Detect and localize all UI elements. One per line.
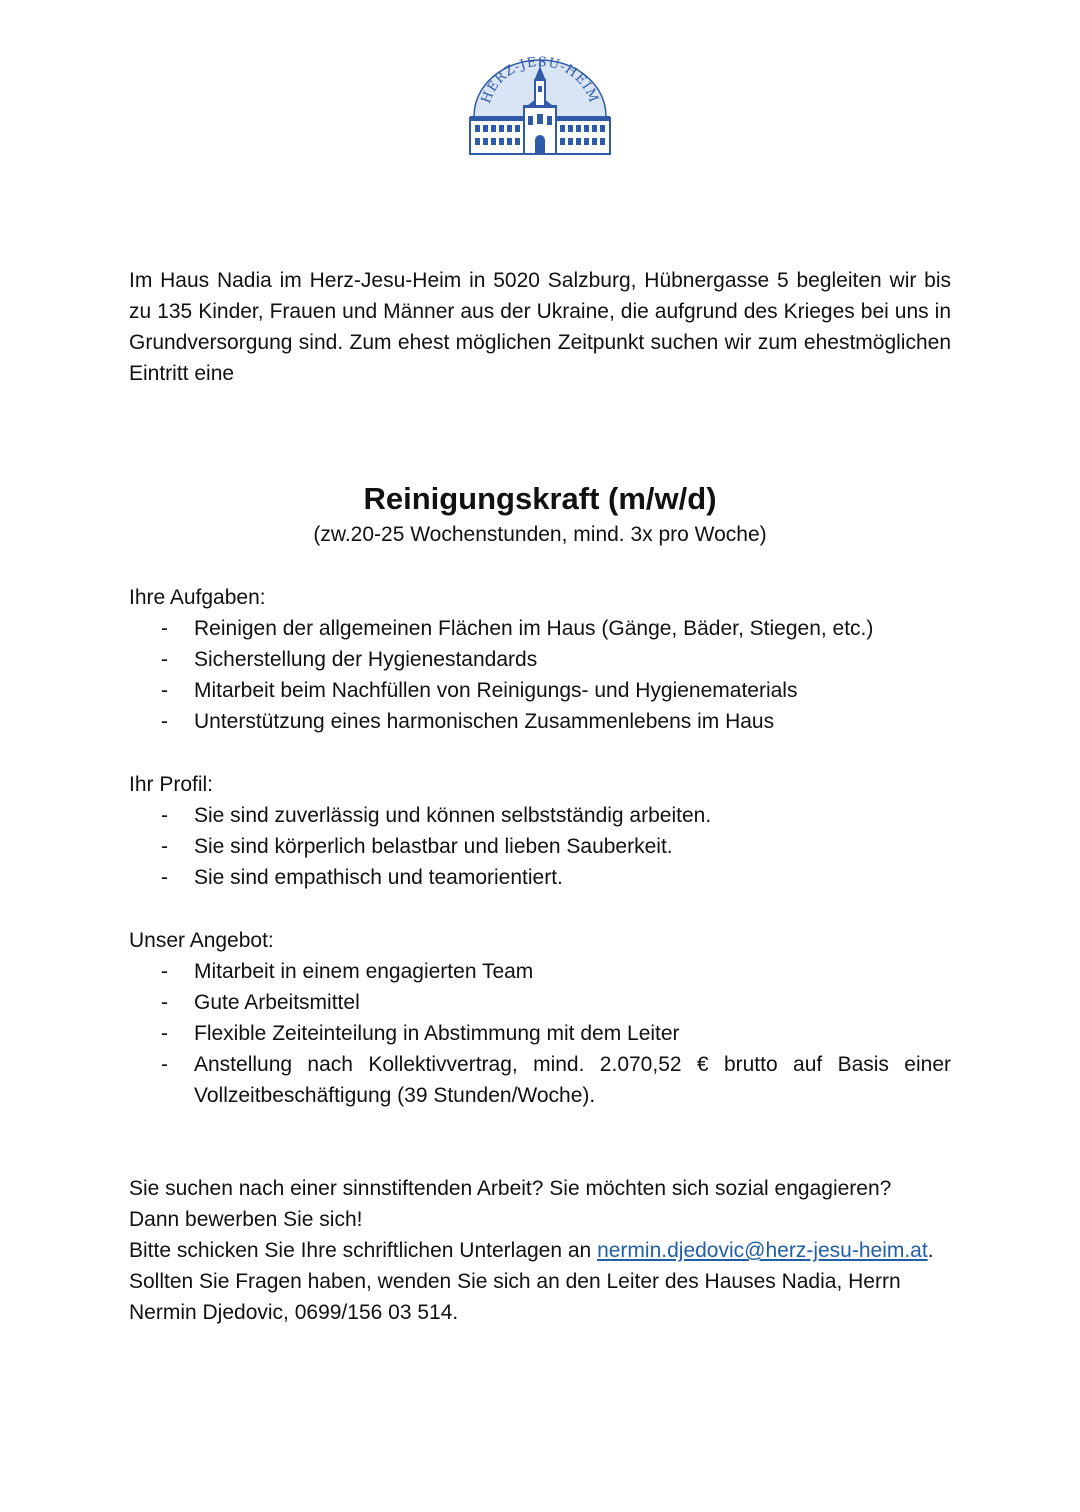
offer-section: [129, 925, 951, 1111]
profile-section: [129, 769, 951, 893]
profile-list: [129, 800, 951, 893]
document-body: [129, 265, 951, 1328]
list-item: - Gute Arbeitsmittel: [129, 987, 951, 1018]
application-instructions: [129, 1235, 951, 1328]
tasks-heading: Ihre Aufgaben:: [129, 586, 266, 609]
list-item: - Unterstützung eines harmonischen Zusammenlebens im Haus: [129, 706, 951, 737]
list-item: - Mitarbeit in einem engagierten Team: [129, 956, 951, 987]
email-link[interactable]: nermin.djedovic@herz-jesu-heim.at: [597, 1239, 928, 1262]
list-item: - Sie sind empathisch und teamorientiert.: [129, 862, 951, 893]
list-item: - Reinigen der allgemeinen Flächen im Haus (Gänge, Bäder, Stiegen, etc.): [129, 613, 951, 644]
list-item: - Sie sind zuverlässig und können selbstständig arbeiten.: [129, 800, 951, 831]
job-title-block: [129, 479, 951, 550]
tasks-list: [129, 613, 951, 737]
offer-heading: Unser Angebot:: [129, 929, 274, 952]
list-item: - Sicherstellung der Hygienestandards: [129, 644, 951, 675]
list-item: - Anstellung nach Kollektivvertrag, mind. 2.070,52 € brutto auf Basis einer Vollzeitbeschäftigung (39 Stunden/Woche).: [129, 1049, 951, 1111]
tasks-section: [129, 582, 951, 737]
job-subtitle: (zw.20-25 Wochenstunden, mind. 3x pro Woche): [313, 523, 767, 546]
closing-question: Sie suchen nach einer sinnstiftenden Arbeit? Sie möchten sich sozial engagieren?: [129, 1177, 892, 1200]
herz-jesu-heim-logo: [466, 56, 614, 158]
job-title: Reinigungskraft (m/w/d): [363, 481, 717, 516]
list-item: - Flexible Zeiteinteilung in Abstimmung mit dem Leiter: [129, 1018, 951, 1049]
apply-suffix: . Sollten Sie Fragen haben, wenden Sie sich an den Leiter des Hauses Nadia, Herrn Nermin Djedovic, 0699/156 03 514.: [129, 1239, 934, 1324]
list-item: - Mitarbeit beim Nachfüllen von Reinigungs- und Hygienematerials: [129, 675, 951, 706]
list-item: - Sie sind körperlich belastbar und lieben Sauberkeit.: [129, 831, 951, 862]
closing-section: [129, 1173, 951, 1328]
profile-heading: Ihr Profil:: [129, 773, 214, 796]
closing-call-to-action: Dann bewerben Sie sich!: [129, 1208, 363, 1231]
offer-list: [129, 956, 951, 1111]
svg-text:HERZ-JESU-HEIM: HERZ-JESU-HEIM: [478, 56, 602, 106]
apply-prefix: Bitte schicken Sie Ihre schriftlichen Unterlagen an: [129, 1239, 598, 1262]
intro-paragraph: Im Haus Nadia im Herz-Jesu-Heim in 5020 Salzburg, Hübnergasse 5 begleiten wir bis zu 135 Kinder, Frauen und Männer aus der Ukraine, die aufgrund des Krieges bei uns in Grundversorgung sind. Zum ehest möglichen Zeitpunkt suchen wir zum ehestmöglichen Eintritt eine: [129, 269, 951, 385]
